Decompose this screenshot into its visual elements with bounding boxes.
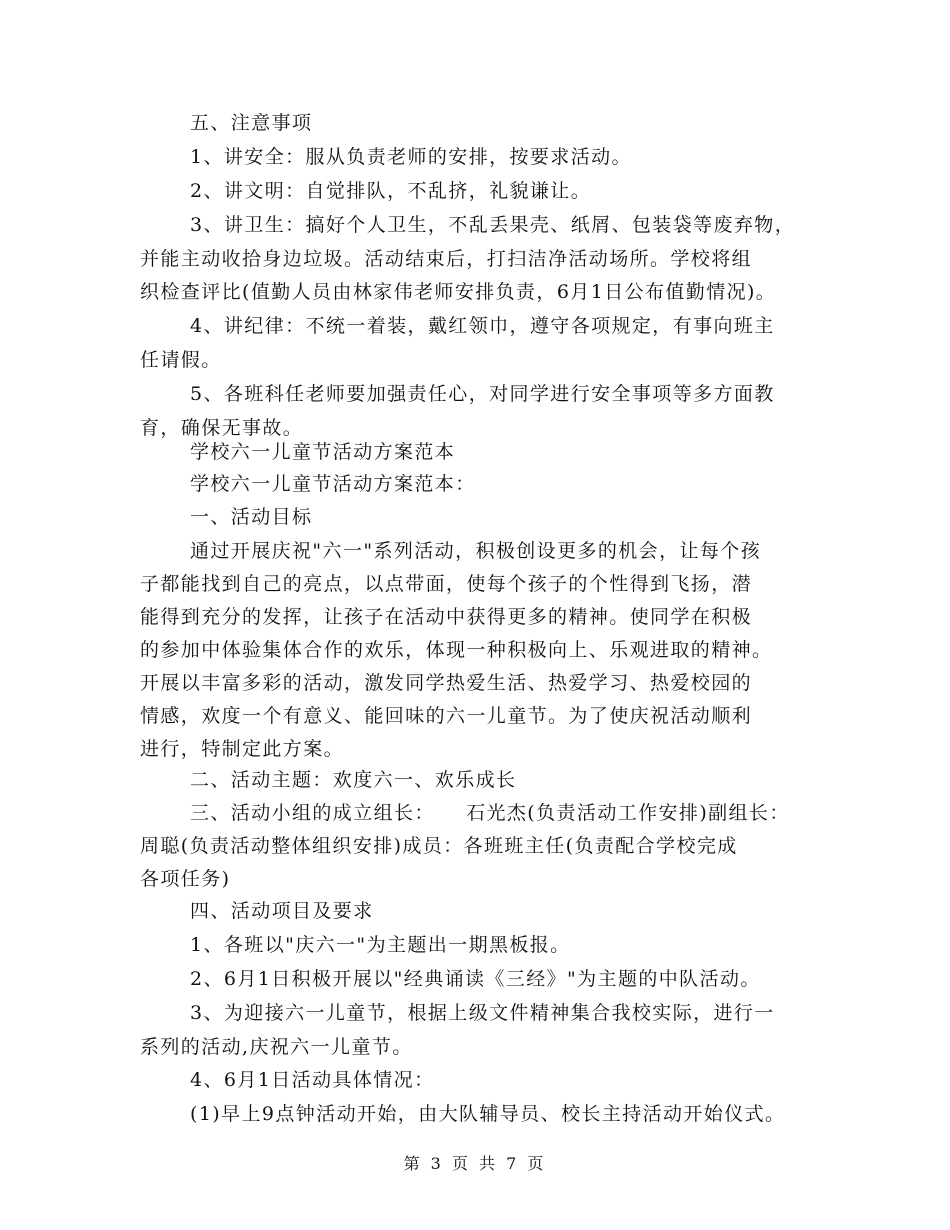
text-line: 各项任务) — [140, 868, 231, 890]
section-heading: 二、活动主题：欢度六一、欢乐成长 — [190, 769, 517, 791]
text-line: 2、6月1日积极开展以"经典诵读《三经》"为主题的中队活动。 — [190, 968, 761, 990]
text-line: 子都能找到自己的亮点，以点带面，使每个孩子的个性得到飞扬，潜 — [140, 573, 753, 595]
text-line: 周聪(负责活动整体组织安排)成员：各班班主任(负责配合学校完成 — [140, 835, 738, 857]
text-line: 2、讲文明：自觉排队，不乱挤，礼貌谦让。 — [190, 180, 592, 202]
text-line: 4、6月1日活动具体情况： — [190, 1069, 435, 1091]
page-number-footer: 第 3 页 共 7 页 — [403, 1154, 547, 1173]
text-line: 3、讲卫生：搞好个人卫生，不乱丢果壳、纸屑、包装袋等废弃物， — [190, 214, 796, 236]
text-line: 4、讲纪律：不统一着装，戴红领巾，遵守各项规定，有事向班主 — [190, 315, 775, 337]
text-line: 通过开展庆祝"六一"系列活动，积极创设更多的机会，让每个孩 — [190, 540, 762, 562]
text-line: 任请假。 — [140, 349, 222, 371]
text-line: 并能主动收拾身边垃圾。活动结束后，打扫洁净活动场所。学校将组 — [140, 248, 753, 270]
text-line: 学校六一儿童节活动方案范本： — [190, 473, 476, 495]
section-heading: 一、活动目标 — [190, 506, 313, 528]
text-line: 1、讲安全：服从负责老师的安排，按要求活动。 — [190, 146, 632, 168]
text-line: 育，确保无事故。 — [140, 417, 304, 439]
text-line: 能得到充分的发挥，让孩子在活动中获得更多的精神。使同学在积极 — [140, 606, 753, 628]
text-line: 进行，特制定此方案。 — [140, 738, 345, 760]
text-line: 1、各班以"庆六一"为主题出一期黑板报。 — [190, 934, 571, 956]
text-line: 三、活动小组的成立组长： 石光杰(负责活动工作安排)副组长： — [190, 802, 790, 824]
text-line: 情感，欢度一个有意义、能回味的六一儿童节。为了使庆祝活动顺利 — [140, 705, 753, 727]
text-line: 系列的活动,庆祝六一儿童节。 — [140, 1036, 413, 1058]
text-line: (1)早上9点钟活动开始，由大队辅导员、校长主持活动开始仪式。 — [190, 1103, 786, 1125]
text-line: 5、各班科任老师要加强责任心，对同学进行安全事项等多方面教 — [190, 383, 775, 405]
text-line: 五、注意事项 — [190, 112, 313, 134]
text-line: 织检查评比(值勤人员由林家伟老师安排负责，6月1日公布值勤情况)。 — [140, 281, 777, 303]
text-line: 开展以丰富多彩的活动，激发同学热爱生活、热爱学习、热爱校园的 — [140, 672, 753, 694]
section-title: 学校六一儿童节活动方案范本 — [190, 441, 456, 463]
section-heading: 四、活动项目及要求 — [190, 900, 374, 922]
text-line: 的参加中体验集体合作的欢乐，体现一种积极向上、乐观进取的精神。 — [140, 639, 773, 661]
text-line: 3、为迎接六一儿童节，根据上级文件精神集合我校实际，进行一 — [190, 1002, 775, 1024]
